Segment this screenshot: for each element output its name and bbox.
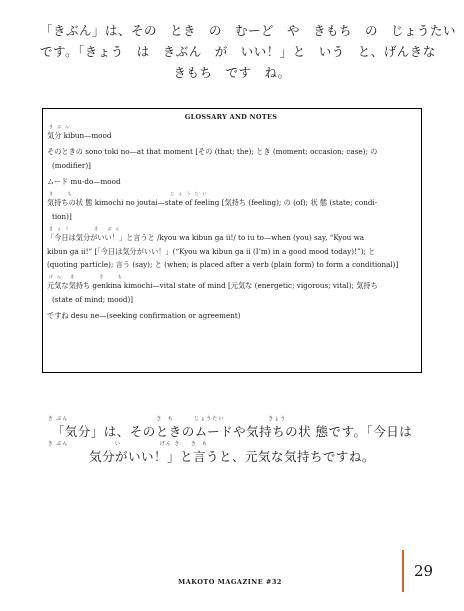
footer-divider: [402, 550, 404, 592]
page-number: 29: [414, 562, 434, 580]
furigana: き ぶん き も じょうたい きょう: [40, 416, 287, 422]
entry-line: (state of mind; mood)]: [52, 294, 134, 304]
magazine-name: MAKOTO MAGAZINE #32: [178, 578, 282, 586]
glossary-entry: [47, 124, 415, 143]
entry-line: 元気な気持ち genkina kimochi—vital state of mind [元気な (energetic; vigorous; vital); 気持ち: [47, 280, 378, 290]
glossary-entry: [47, 191, 415, 224]
furigana: げん き き も: [49, 273, 126, 279]
furigana: き も じょうたい: [49, 191, 211, 196]
kanji-line: 「気分」は、そのときのムードや気持ちの状 態です。「今日は: [51, 424, 413, 439]
intro-line: です。「きょう は きぶん が いい！」と いう と、げんきな: [40, 44, 436, 59]
entry-line: 気持ちの状 態 kimochi no joutai—state of feeling [気持ち (feeling); の (of); 状 態 (state; condi-: [47, 198, 378, 207]
glossary-entry: [47, 226, 415, 272]
entry-line: ですね desu ne—(seeking confirmation or agreement): [47, 310, 241, 320]
entry-line: kibun ga ii!” [「今日は気分がいい！」(“Kyou wa kibun ga ii (I’m) in a good mood today)!”); と: [47, 246, 376, 256]
entry-line: そのときの sono toki no—at that moment [その (that; the); とき (moment; occasion; case); の: [47, 147, 378, 156]
entry-line: (quoting particle); 言う (say); と (when; is placed after a verb (plain form) to form a conditional)]: [47, 260, 399, 269]
intro-line: きもち です ね。: [173, 65, 291, 80]
intro-paragraph: [40, 20, 457, 83]
furigana: きょう き ぶん: [49, 226, 124, 231]
glossary-entry: [47, 175, 415, 189]
furigana: きぶん: [49, 124, 73, 129]
intro-line: 「きぶん」は、その とき の むーど や きもち の じょうたい: [40, 23, 457, 38]
kanji-line: 気分がいい！」と言うと、元気な気持ちですね。: [89, 449, 375, 464]
glossary-entry: [47, 274, 415, 307]
entry-line: 気分 kibun—mood: [47, 131, 112, 140]
kanji-paragraph: [40, 415, 424, 465]
entry-line: 「今日は気分がいい！」と言うと /kyou wa kibun ga ii!/ to iu to—when (you) say, “Kyou wa: [47, 233, 365, 242]
glossary-entry: [47, 145, 415, 173]
glossary-box: [42, 108, 422, 373]
entry-line: tion)]: [52, 212, 72, 221]
entry-line: (modifier)]: [52, 161, 91, 170]
entry-line: ムード mu-do—mood: [47, 177, 121, 186]
furigana: き ぶん い げん き き も: [40, 441, 208, 447]
glossary-title: GLOSSARY AND NOTES: [184, 113, 278, 121]
glossary-entry: [47, 309, 415, 323]
